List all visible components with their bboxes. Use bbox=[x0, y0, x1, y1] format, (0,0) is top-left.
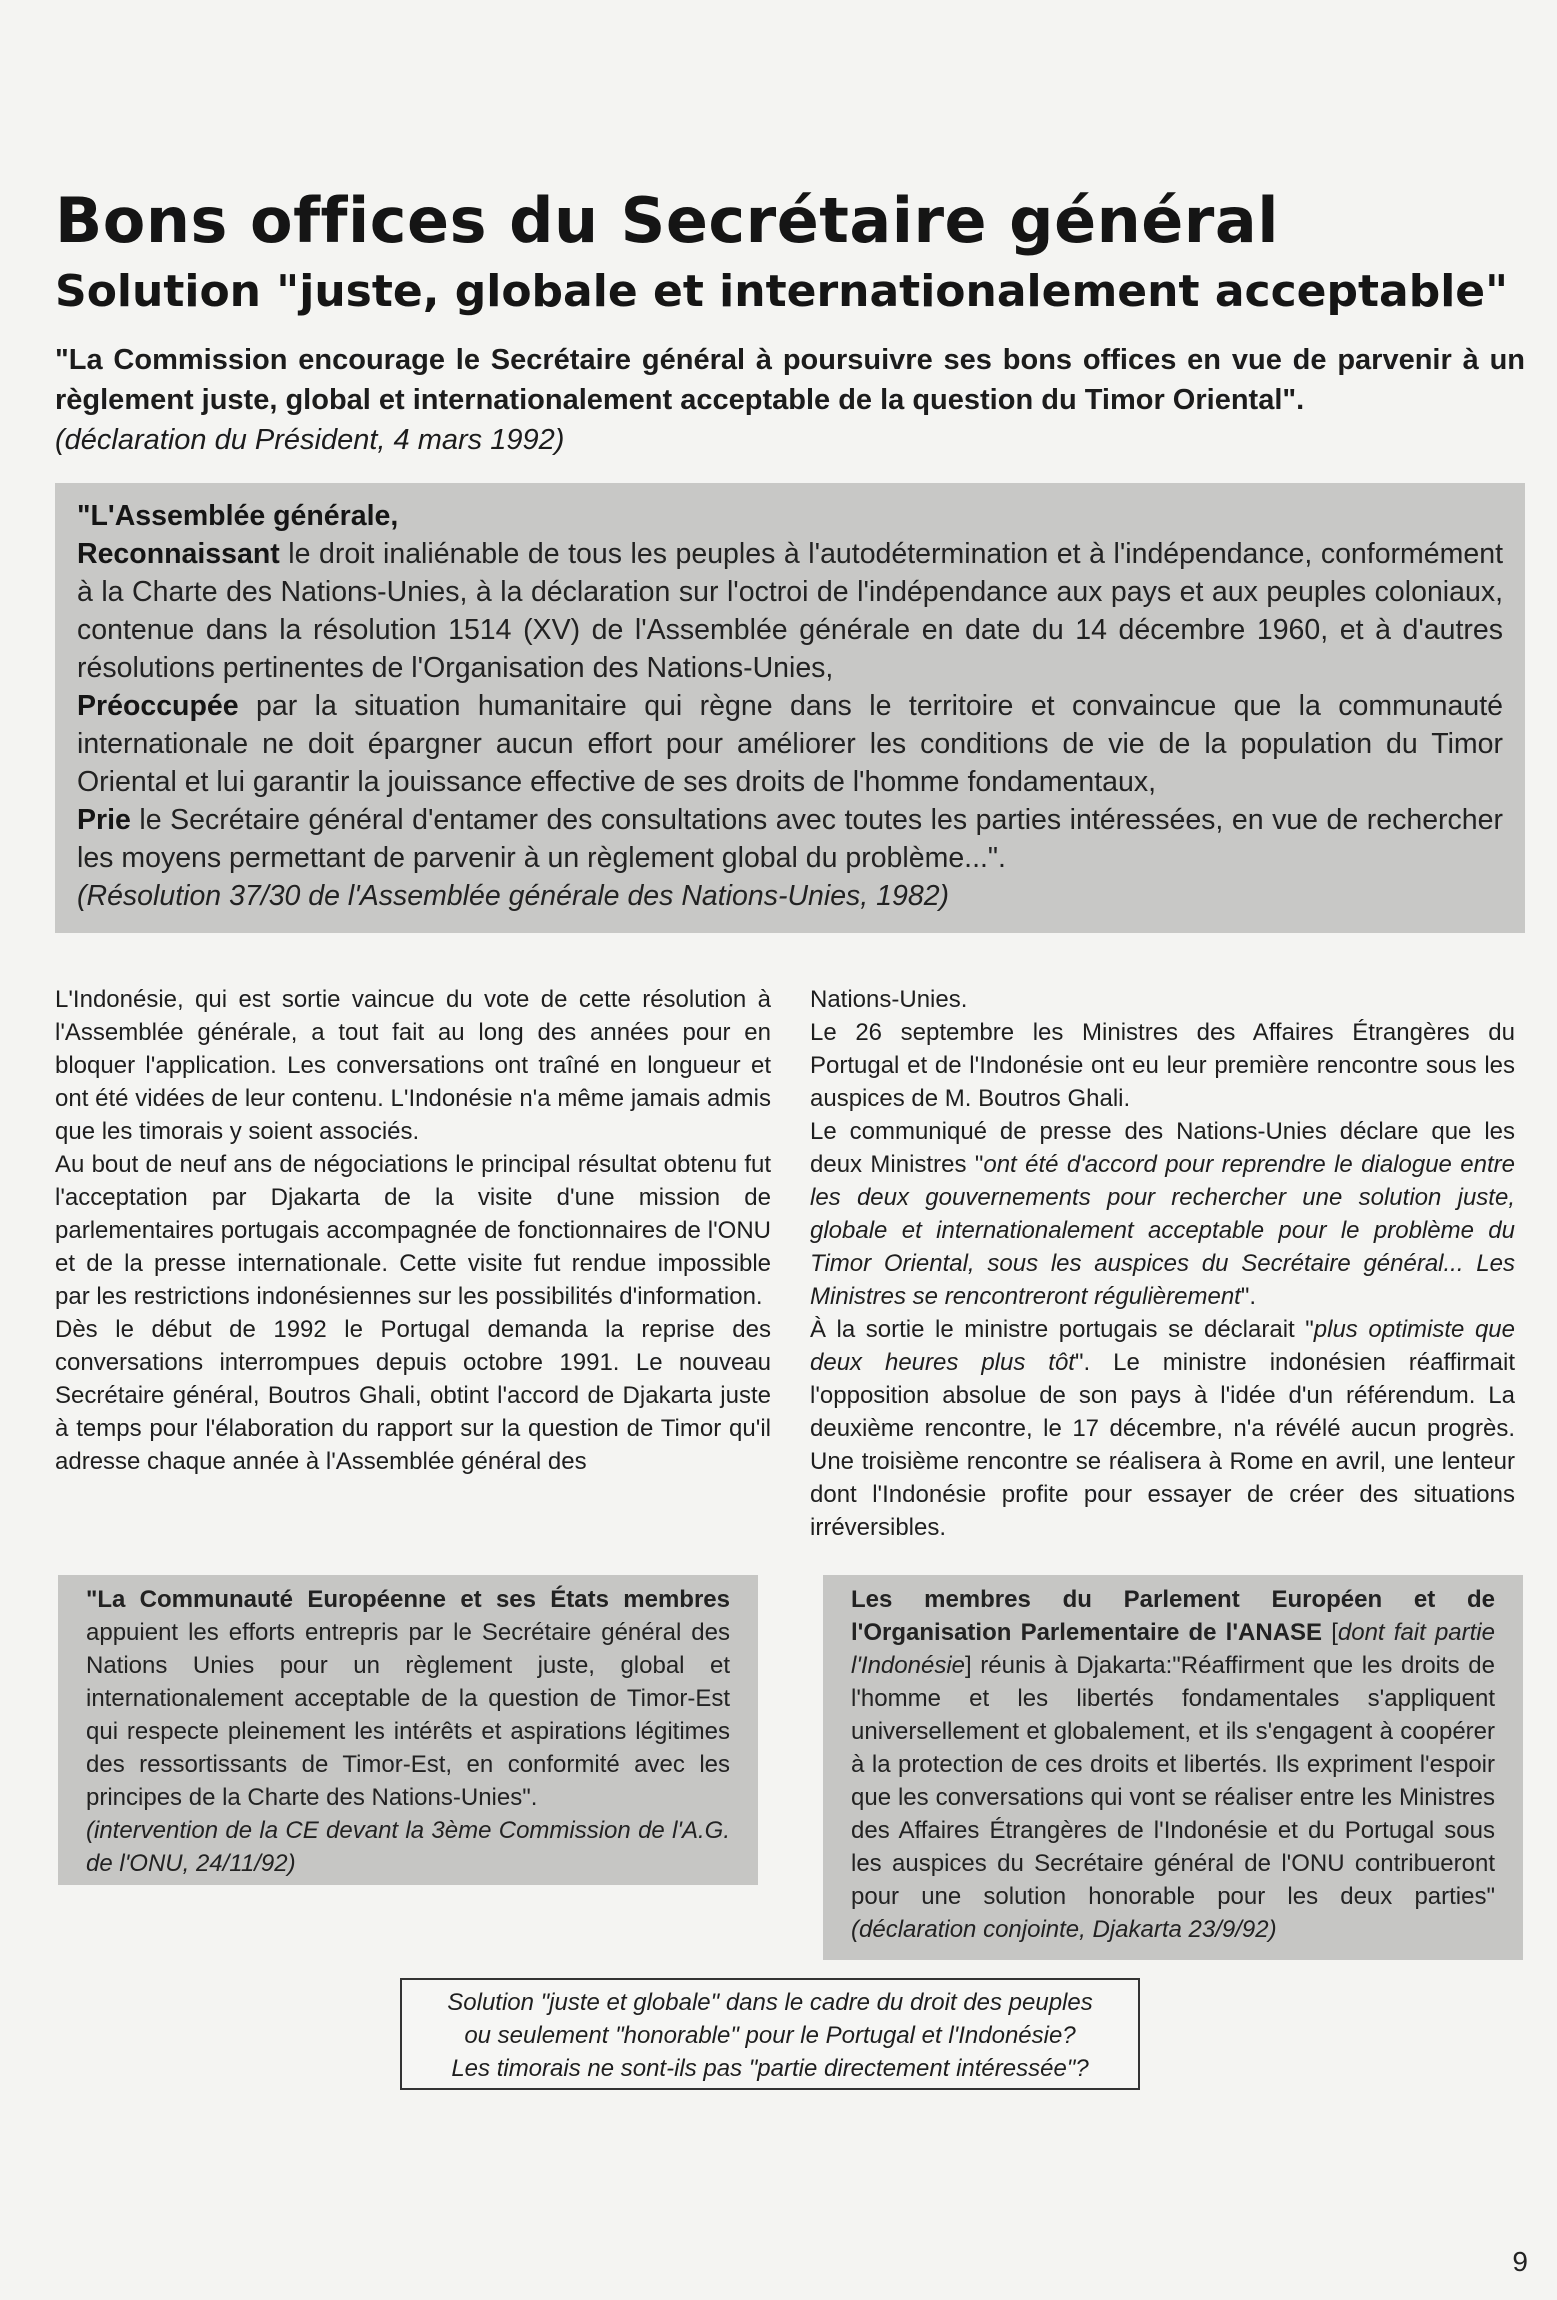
intro-quote-citation: (déclaration du Président, 4 mars 1992) bbox=[55, 424, 565, 456]
page-subtitle: Solution "juste, globale et internationalement acceptable" bbox=[55, 266, 1509, 317]
ce-quote-text: "La Communauté Européenne et ses États membres appuient les efforts entrepris par le Secrétaire général des Nations Unies pour un règlement juste, global et internationalement acceptable de la question de Timor-Est qui respecte pleinement les intérêts et aspirations légitimes des ressortissants de Timor-Est, en conformité avec les principes de la Charte des Nations-Unies". bbox=[86, 1586, 730, 1811]
right-paragraph-0: Nations-Unies. bbox=[810, 986, 968, 1013]
resolution-paragraph-1: Reconnaissant le droit inaliénable de tous les peuples à l'autodétermination et à l'indépendance, conformément à la Charte des Nations-Unies, à la déclaration sur l'octroi de l'indépendance aux pays et aux peuples coloniaux, contenue dans la résolution 1514 (XV) de l'Assemblée générale en date du 14 décembre 1960, et à d'autres résolutions pertinentes de l'Organisation des Nations-Unies, bbox=[77, 538, 1503, 684]
right-column bbox=[810, 983, 1515, 1544]
right-paragraph-3: À la sortie le ministre portugais se déclarait "plus optimiste que deux heures plus tôt". Le ministre indonésien réaffirmait l'opposition absolue de son pays à l'idée d'un référendum. La deuxième rencontre, le 17 décembre, n'a révélé aucun progrès. Une troisième rencontre se réalisera à Rome en avril, une lenteur dont l'Indonésie profite pour essayer de créer des situations irréversibles. bbox=[810, 1316, 1516, 1541]
pe-quote-box bbox=[823, 1575, 1523, 1960]
right-paragraph-2: Le communiqué de presse des Nations-Unies déclare que les deux Ministres "ont été d'accord pour reprendre le dialogue entre les deux gouvernements pour rechercher une solution juste, globale et internationalement acceptable pour le problème du Timor Oriental, sous les auspices du Secrétaire général... Les Ministres se rencontreront régulièrement". bbox=[810, 1118, 1515, 1310]
framed-question-line-1: Solution "juste et globale" dans le cadre du droit des peuples bbox=[447, 1989, 1093, 2016]
intro-quote bbox=[55, 340, 1525, 460]
resolution-box bbox=[55, 483, 1525, 933]
left-column bbox=[55, 983, 771, 1478]
ce-quote-box bbox=[58, 1575, 758, 1885]
pe-quote-citation: (déclaration conjointe, Djakarta 23/9/92) bbox=[851, 1916, 1277, 1943]
left-paragraph-3: Dès le début de 1992 le Portugal demanda la reprise des conversations interrompues depuis octobre 1991. Le nouveau Secrétaire général, Boutros Ghali, obtint l'accord de Djakarta juste à temps pour l'élaboration du rapport sur la question de Timor qu'il adresse chaque année à l'Assemblée général des bbox=[55, 1316, 771, 1475]
resolution-opening: "L'Assemblée générale, bbox=[77, 500, 399, 532]
right-paragraph-1: Le 26 septembre les Ministres des Affaires Étrangères du Portugal et de l'Indonésie ont eu leur première rencontre sous les auspices de M. Boutros Ghali. bbox=[810, 1019, 1515, 1112]
left-paragraph-1: L'Indonésie, qui est sortie vaincue du vote de cette résolution à l'Assemblée générale, a tout fait au long des années pour en bloquer l'application. Les conversations ont traîné en longueur et ont été vidées de leur contenu. L'Indonésie n'a même jamais admis que les timorais y soient associés. bbox=[55, 986, 771, 1145]
framed-question-line-3: Les timorais ne sont-ils pas "partie directement intéressée"? bbox=[451, 2055, 1089, 2082]
pe-quote-text: Les membres du Parlement Européen et de l'Organisation Parlementaire de l'ANASE [dont fait partie l'Indonésie] réunis à Djakarta:"Réaffirment que les droits de l'homme et les libertés fondamentales s'appliquent universellement et globalement, et ils s'engagent à coopérer à la protection de ces droits et libertés. Ils expriment l'espoir que les conversations qui vont se réaliser entre les Ministres des Affaires Étrangères de l'Indonésie et du Portugal sous les auspices du Secrétaire général de l'ONU contribueront pour une solution honorable pour les deux parties" bbox=[851, 1586, 1495, 1910]
page-title: Bons offices du Secrétaire général bbox=[55, 184, 1279, 257]
resolution-citation: (Résolution 37/30 de l'Assemblée générale des Nations-Unies, 1982) bbox=[77, 880, 950, 912]
page-number: 9 bbox=[1512, 2246, 1528, 2277]
resolution-paragraph-3: Prie le Secrétaire général d'entamer des consultations avec toutes les parties intéressées, en vue de rechercher les moyens permettant de parvenir à un règlement global du problème...". bbox=[77, 804, 1503, 874]
framed-question-line-2: ou seulement "honorable" pour le Portugal et l'Indonésie? bbox=[464, 2022, 1076, 2049]
ce-quote-citation: (intervention de la CE devant la 3ème Commission de l'A.G. de l'ONU, 24/11/92) bbox=[86, 1817, 730, 1877]
intro-quote-text: "La Commission encourage le Secrétaire général à poursuivre ses bons offices en vue de parvenir à un règlement juste, global et internationalement acceptable de la question du Timor Oriental". bbox=[55, 344, 1525, 416]
left-paragraph-2: Au bout de neuf ans de négociations le principal résultat obtenu fut l'acceptation par Djakarta de la visite d'une mission de parlementaires portugais accompagnée de fonctionnaires de l'ONU et de la presse internationale. Cette visite fut rendue impossible par les restrictions indonésiennes sur les possibilités d'information. bbox=[55, 1151, 771, 1310]
framed-question-box bbox=[400, 1978, 1140, 2090]
resolution-paragraph-2: Préoccupée par la situation humanitaire qui règne dans le territoire et convaincue que la communauté internationale ne doit épargner aucun effort pour améliorer les conditions de vie de la population du Timor Oriental et lui garantir la jouissance effective de ses droits de l'homme fondamentaux, bbox=[77, 690, 1503, 798]
